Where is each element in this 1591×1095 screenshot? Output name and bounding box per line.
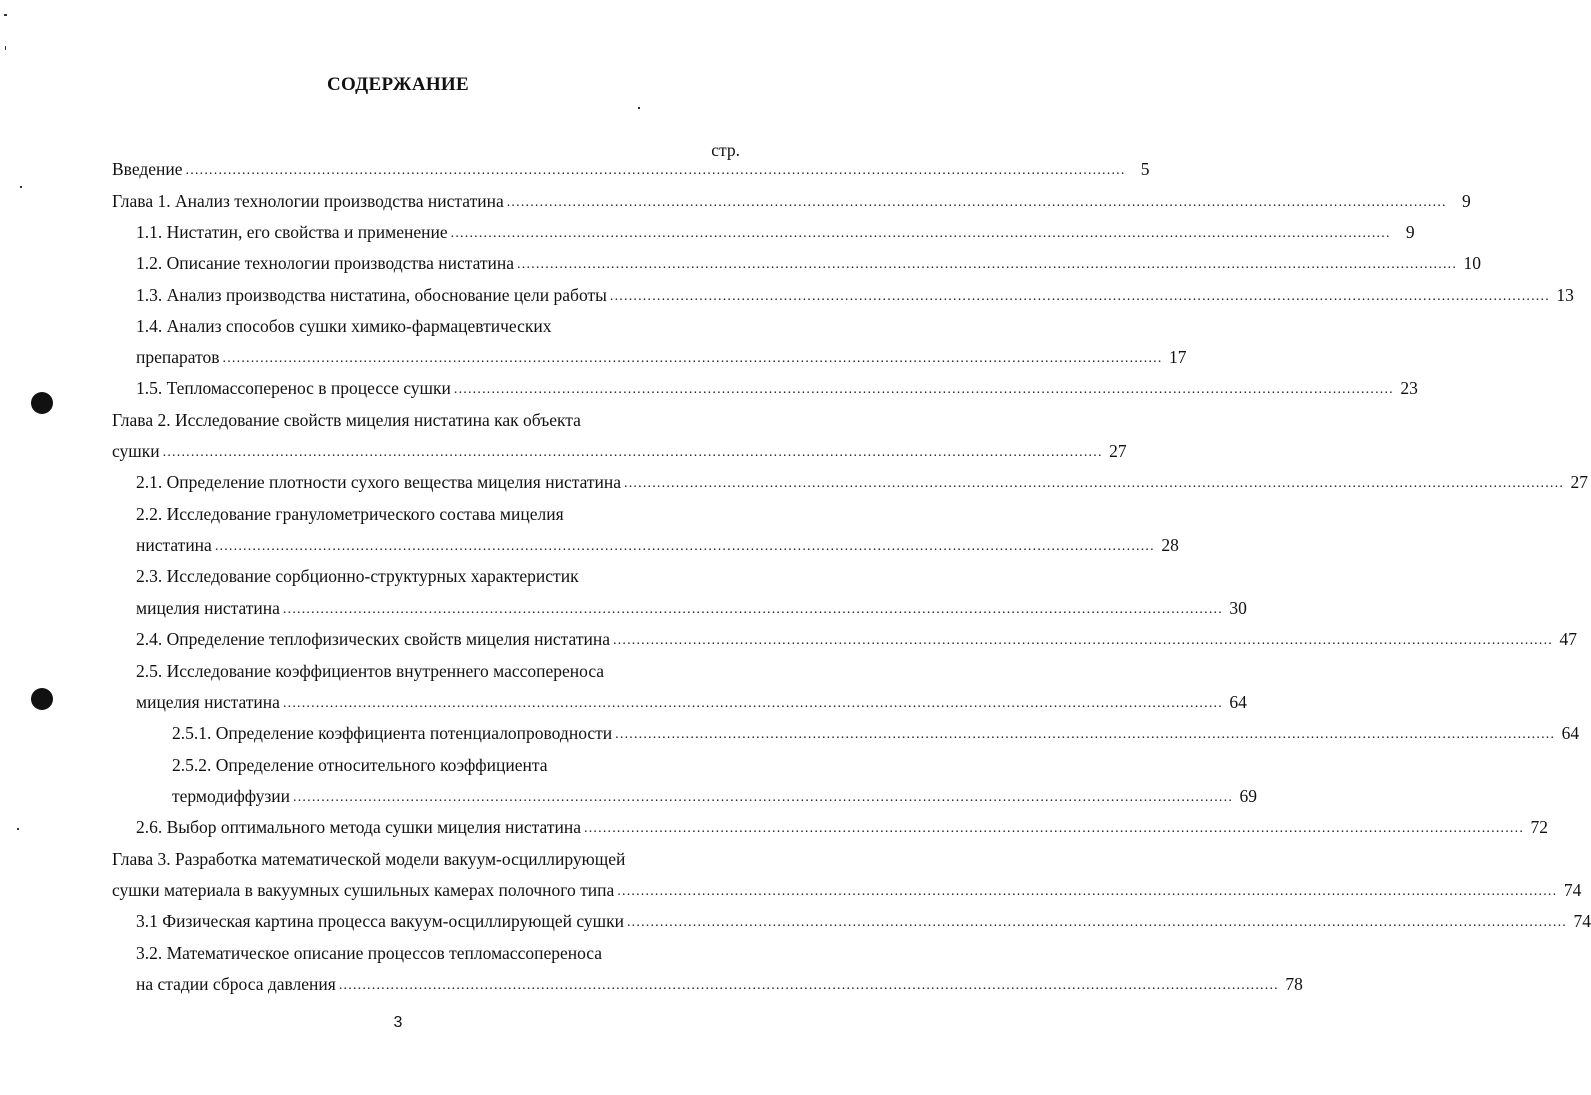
toc-leader-dots: ........................................................................................................................................................................................................ <box>162 445 1103 460</box>
toc-entry <box>136 471 1589 493</box>
toc-leader-dots: ........................................................................................................................................................................................................ <box>615 727 1556 742</box>
toc-page-number: 17 <box>1169 347 1187 367</box>
scan-speck <box>20 186 22 188</box>
toc-page-number: 64 <box>1561 723 1580 743</box>
toc-entry <box>112 440 1127 462</box>
toc-entry-title: термодиффузии <box>172 786 291 806</box>
page-title: СОДЕРЖАНИЕ <box>327 74 469 95</box>
toc-entry-title: мицелия нистатина <box>136 598 280 618</box>
toc-entry-title-line1: 2.2. Исследование гранулометрического состава мицелия <box>136 504 564 524</box>
toc-leader-dots: ........................................................................................................................................................................................................ <box>609 289 1550 304</box>
toc-page-number: 28 <box>1161 535 1179 555</box>
toc-page-number: 10 <box>1463 253 1482 273</box>
toc-entry-title: 1.1. Нистатин, его свойства и применение <box>136 222 448 242</box>
toc-entry-title-line1: Глава 3. Разработка математической модели вакуум-осциллирующей <box>112 849 626 869</box>
toc-entry-title: сушки <box>112 441 160 461</box>
toc-entry <box>112 158 1150 180</box>
toc-leader-dots: ........................................................................................................................................................................................................ <box>282 696 1223 711</box>
toc-entry-title: 1.3. Анализ производства нистатина, обоснование цели работы <box>136 285 607 305</box>
toc-leader-dots: ........................................................................................................................................................................................................ <box>338 978 1279 993</box>
toc-entry <box>136 973 1303 995</box>
toc-leader-dots: ........................................................................................................................................................................................................ <box>624 476 1565 491</box>
toc-page-number: 69 <box>1239 786 1258 806</box>
toc-entry <box>136 597 1247 619</box>
toc-page-number: 27 <box>1109 441 1127 461</box>
toc-entry <box>136 221 1415 243</box>
toc-leader-dots: ........................................................................................................................................................................................................ <box>450 226 1391 241</box>
toc-leader-dots: ........................................................................................................................................................................................................ <box>584 821 1525 836</box>
scan-speck <box>4 14 7 16</box>
toc-entry-title: мицелия нистатина <box>136 692 280 712</box>
toc-entry-title-line1: 3.2. Математическое описание процессов тепломассопереноса <box>136 943 603 963</box>
toc-leader-dots: ........................................................................................................................................................................................................ <box>222 351 1163 366</box>
toc-entry-title: на стадии сброса давления <box>136 974 336 994</box>
toc-entry <box>136 628 1577 650</box>
toc-entry-title-line1: 1.4. Анализ способов сушки химико-фармацевтических <box>136 316 552 336</box>
toc-entry-title: 2.4. Определение теплофизических свойств мицелия нистатина <box>136 629 610 649</box>
page-column-label: стр. <box>711 140 740 160</box>
toc-page-number: 27 <box>1570 472 1589 492</box>
toc-entry-title-line1: Глава 2. Исследование свойств мицелия нистатина как объекта <box>112 410 581 430</box>
toc-page-number: 30 <box>1229 598 1247 618</box>
toc-entry <box>136 346 1187 368</box>
toc-entry-title: 3.1 Физическая картина процесса вакуум-осциллирующей сушки <box>136 911 624 931</box>
toc-entry <box>136 691 1247 713</box>
scan-speck <box>638 107 640 109</box>
toc-entry-title-line1: 2.3. Исследование сорбционно-структурных характеристик <box>136 566 579 586</box>
toc-entry <box>112 190 1471 212</box>
toc-page-number: 47 <box>1559 629 1577 649</box>
toc-entry-title: нистатина <box>136 535 212 555</box>
footer-page-number: 3 <box>393 1014 403 1031</box>
toc-page-number: 78 <box>1285 974 1303 994</box>
toc-entry-title: Глава 1. Анализ технологии производства нистатина <box>112 191 504 211</box>
toc-leader-dots: ........................................................................................................................................................................................................ <box>506 195 1447 210</box>
toc-entry-title: препаратов <box>136 347 220 367</box>
toc-entry <box>172 722 1580 744</box>
toc-leader-dots: ........................................................................................................................................................................................................ <box>282 602 1223 617</box>
toc-entry <box>136 377 1418 399</box>
toc-page-number: 64 <box>1229 692 1247 712</box>
toc-entry <box>136 816 1549 838</box>
toc-entry <box>136 284 1574 306</box>
toc-entry-title: 1.5. Тепломассоперенос в процессе сушки <box>136 378 451 398</box>
toc-entry-title: 2.6. Выбор оптимального метода сушки мицелия нистатина <box>136 817 582 837</box>
toc-page-number: 13 <box>1556 285 1574 305</box>
toc-entry <box>136 910 1591 932</box>
toc-entry-title-line1: 2.5.2. Определение относительного коэффициента <box>172 755 548 775</box>
toc-entry-title: 2.5.1. Определение коэффициента потенциалопроводности <box>172 723 613 743</box>
toc-entry-title: 2.1. Определение плотности сухого вещества мицелия нистатина <box>136 472 622 492</box>
binder-hole-top <box>31 392 53 414</box>
toc-page-number: 23 <box>1400 378 1418 398</box>
toc-leader-dots: ........................................................................................................................................................................................................ <box>617 884 1558 899</box>
toc-page-number: 5 <box>1140 159 1150 179</box>
toc-leader-dots: ........................................................................................................................................................................................................ <box>293 790 1234 805</box>
toc-leader-dots: ........................................................................................................................................................................................................ <box>626 915 1567 930</box>
toc-entry <box>112 879 1582 901</box>
scan-speck <box>5 46 6 50</box>
toc-entry-title: сушки материала в вакуумных сушильных камерах полочного типа <box>112 880 615 900</box>
scan-speck <box>17 828 19 830</box>
toc-entry-title: Введение <box>112 159 183 179</box>
toc-page-number: 72 <box>1530 817 1549 837</box>
toc-entry-title: 1.2. Описание технологии производства нистатина <box>136 253 515 273</box>
binder-hole-bottom <box>31 688 53 710</box>
toc-page-number: 9 <box>1405 222 1415 242</box>
toc-entry <box>136 534 1179 556</box>
toc-entry <box>172 785 1258 807</box>
toc-leader-dots: ........................................................................................................................................................................................................ <box>517 257 1458 272</box>
toc-entry <box>136 252 1482 274</box>
toc-leader-dots: ........................................................................................................................................................................................................ <box>214 539 1155 554</box>
toc-page-number: 74 <box>1563 880 1582 900</box>
toc-leader-dots: ........................................................................................................................................................................................................ <box>453 382 1394 397</box>
toc-entry-title-line1: 2.5. Исследование коэффициентов внутреннего массопереноса <box>136 661 605 681</box>
toc-page-number: 9 <box>1461 191 1471 211</box>
toc-leader-dots: ........................................................................................................................................................................................................ <box>185 163 1126 178</box>
toc-page-number: 74 <box>1573 911 1591 931</box>
toc-leader-dots: ........................................................................................................................................................................................................ <box>612 633 1553 648</box>
